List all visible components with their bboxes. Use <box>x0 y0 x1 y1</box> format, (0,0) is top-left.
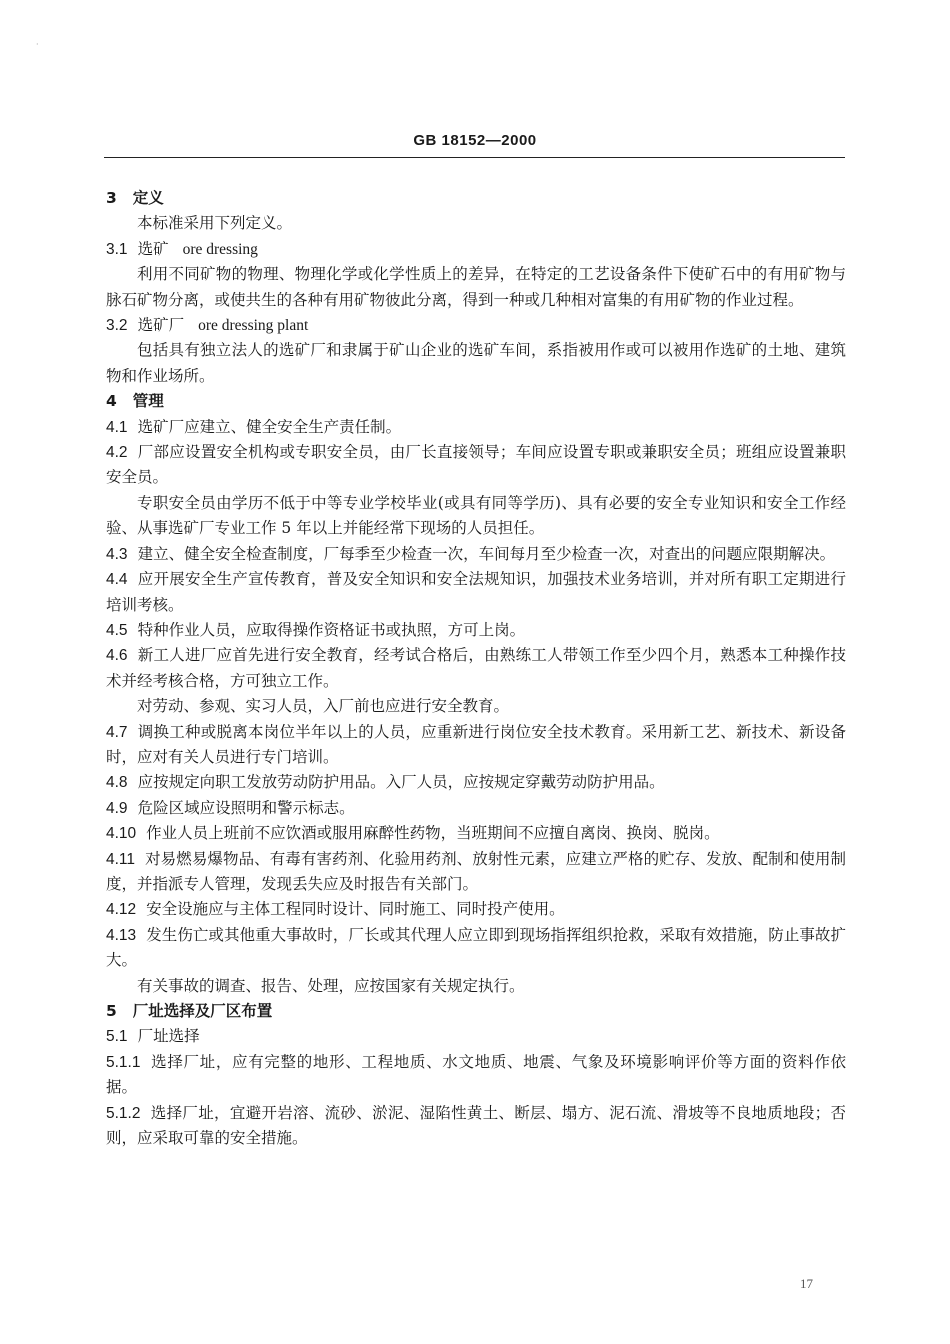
page-number: 17 <box>800 1276 813 1291</box>
paragraph: 专职安全员由学历不低于中等专业学校毕业(或具有同等学历)、具有必要的安全专业知识和安全工作经验、从事选矿厂专业工作 5 年以上并能经常下现场的人员担任。 <box>106 493 846 538</box>
paragraph: 利用不同矿物的物理、物理化学或化学性质上的差异，在特定的工艺设备条件下使矿石中的有用矿物与脉石矿物分离，或使共生的各种有用矿物彼此分离，得到一种或几种相对富集的有用矿物的作业过程。 <box>106 265 846 309</box>
clause: 4.6 新工人进厂应首先进行安全教育，经考试合格后，由熟练工人带领工作至少四个月，熟悉本工种操作技术并经考核合格，方可独立工作。 <box>106 646 846 690</box>
paragraph: 对劳动、参观、实习人员，入厂前也应进行安全教育。 <box>137 697 510 716</box>
clause: 4.5 特种作业人员，应取得操作资格证书或执照，方可上岗。 <box>106 620 526 639</box>
section-heading: 5 厂址选择及厂区布置 <box>106 1002 273 1020</box>
clause: 4.12 安全设施应与主体工程同时设计、同时施工、同时投产使用。 <box>106 900 565 919</box>
clause: 4.3 建立、健全安全检查制度，厂每季至少检查一次，车间每月至少检查一次，对查出的问题应限期解决。 <box>106 544 836 563</box>
clause: 4.4 应开展安全生产宣传教育，普及安全知识和安全法规知识，加强技术业务培训，并对所有职工定期进行培训考核。 <box>106 570 846 614</box>
clause: 4.8 应按规定向职工发放劳动防护用品。入厂人员，应按规定穿戴劳动防护用品。 <box>106 773 665 792</box>
clause: 4.13 发生伤亡或其他重大事故时，厂长或其代理人应立即到现场指挥组织抢救，采取有效措施，防止事故扩大。 <box>106 925 846 970</box>
paragraph: 包括具有独立法人的选矿厂和隶属于矿山企业的选矿车间，系指被用作或可以被用作选矿的土地、建筑物和作业场所。 <box>106 341 846 385</box>
clause: 4.11 对易燃易爆物品、有毒有害药剂、化验用药剂、放射性元素，应建立严格的贮存、发放、配制和使用制度，并指派专人管理，发现丢失应及时报告有关部门。 <box>106 849 846 893</box>
clause: 5.1.2 选择厂址，宜避开岩溶、流砂、淤泥、湿陷性黄土、断层、塌方、泥石流、滑坡等不良地质地段；否则，应采取可靠的安全措施。 <box>106 1103 846 1148</box>
clause: 4.1 选矿厂应建立、健全安全生产责任制。 <box>106 417 402 436</box>
clause-term: 3.2 选矿厂 ore dressing plant <box>106 316 309 335</box>
clause: 4.7 调换工种或脱离本岗位半年以上的人员，应重新进行岗位安全技术教育。采用新工艺、新技术、新设备时，应对有关人员进行专门培训。 <box>106 722 846 766</box>
clause: 4.2 厂部应设置安全机构或专职安全员，由厂长直接领导；车间应设置专职或兼职安全员；班组应设置兼职安全员。 <box>106 443 846 487</box>
page-header: GB 18152—2000 <box>413 132 537 149</box>
document-body <box>106 186 846 1151</box>
clause: 4.10 作业人员上班前不应饮酒或服用麻醉性药物，当班期间不应擅自离岗、换岗、脱岗。 <box>106 824 720 843</box>
clause: 4.9 危险区域应设照明和警示标志。 <box>106 798 355 817</box>
scan-speck: · <box>36 40 39 49</box>
section-heading: 3 定义 <box>106 189 164 207</box>
paragraph: 有关事故的调查、报告、处理，应按国家有关规定执行。 <box>137 976 525 995</box>
section-heading: 4 管理 <box>106 392 164 411</box>
header-rule <box>104 157 845 158</box>
clause: 5.1.1 选择厂址，应有完整的地形、工程地质、水文地质、地震、气象及环境影响评价等方面的资料作依据。 <box>106 1052 846 1097</box>
paragraph: 本标准采用下列定义。 <box>137 214 293 233</box>
clause-term: 3.1 选矿 ore dressing <box>106 239 258 258</box>
clause: 5.1 厂址选择 <box>106 1027 200 1046</box>
